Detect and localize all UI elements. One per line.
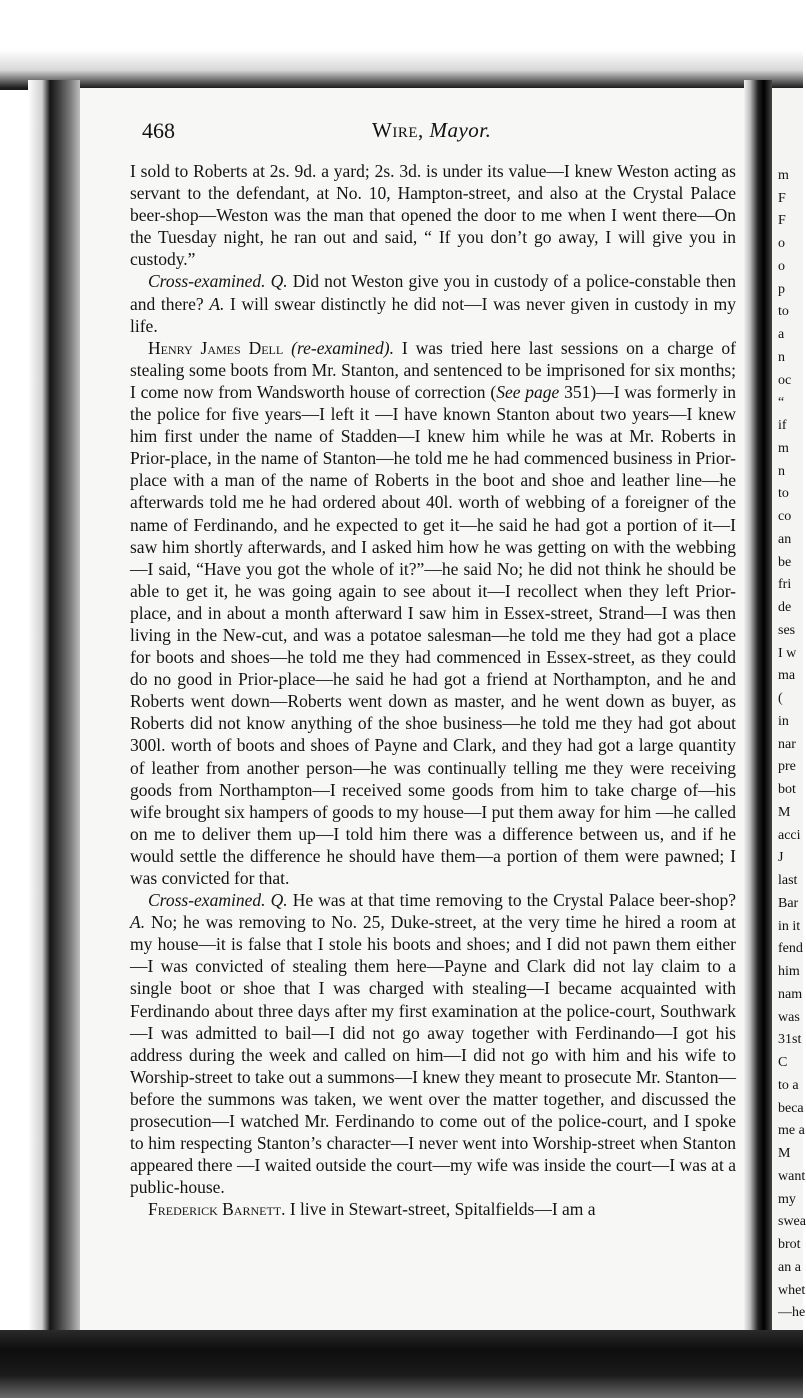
facing-page-text: swea xyxy=(778,1214,806,1230)
facing-page-text: ses xyxy=(778,622,796,638)
scan-bottom-border xyxy=(0,1330,803,1398)
facing-page-fragment xyxy=(772,88,806,1332)
facing-page-text: acci xyxy=(778,827,801,843)
facing-page-text: my xyxy=(778,1191,796,1207)
facing-page-text: fend xyxy=(778,941,803,957)
facing-page-text: M xyxy=(778,1146,791,1162)
facing-page-text: 31st xyxy=(778,1032,802,1048)
facing-page-text: bot xyxy=(778,782,796,798)
facing-page-text: nar xyxy=(778,736,796,752)
facing-page-text: F xyxy=(778,213,786,229)
book-gutter xyxy=(744,80,772,1342)
facing-page-text: p xyxy=(778,281,785,297)
facing-page-text: was xyxy=(778,1009,800,1025)
paragraph-3: Henry James Dell (re-examined). I was tried here last sessions on a charge of stealing some boots from Mr. Stanton, and sentenced to be imprisoned for six months; I come now from Wandsworth house of correction (See page 351)—I was formerly in the police for five years—I left it —I have known Stanton about two years—I knew him first under the name of Stadden—I knew him while he was at Mr. Roberts in Prior-place, in the name of Stanton—he told me he had commenced business in Prior-place with a man of the name of Roberts in the boot and shoe and leather line—he afterwards told me he had ordered about 40l. worth of webbing of a foreigner of the name of Ferdinando, and he expected to get it—he said he had got a portion of it—I saw him shortly afterwards, and I asked him how he was getting on with the webbing—I said, “Have you got the whole of it?”—he said No; he did not think he should be able to get it, he was going again to see about it—I recollect when they left Prior-place, and in about a month afterward I saw him in Essex-street, Strand—I was then living in the New-cut, and was a potatoe salesman—he told me they had got a place for boots and shoes—he told me they had commenced in Essex-street, as they could do no good in Prior-place—he said he had got a friend at Northampton, and he and Roberts went down—Roberts went down as master, and he went down as buyer, as Roberts did not know anything of the shoe business—he told me they had got about 300l. worth of boots and shoes of Payne and Clark, and they had got a large quantity of leather from another person—he was continually telling me they were receiving goods from Northampton—I received some goods from him to take charge of—his wife brought six hampers of goods to my house—I put them away for him —he called on me to deliver them up—I told him there was a difference between us, and if he would settle the difference he should have them—a portion of them were pawned; I was convicted for that. xyxy=(130,337,737,888)
facing-page-text: m xyxy=(778,168,789,183)
facing-page-text: co xyxy=(778,509,792,525)
facing-page-text: nam xyxy=(778,986,803,1002)
facing-page-text: to xyxy=(778,304,789,320)
facing-page-text: to xyxy=(778,486,789,502)
question-marker: Q. xyxy=(270,890,288,911)
facing-page-text: brot xyxy=(778,1237,801,1253)
facing-page-text: last xyxy=(778,873,798,889)
facing-page-text: F xyxy=(778,190,786,206)
facing-page-text: whet xyxy=(778,1282,806,1298)
facing-page-text: be xyxy=(778,554,792,570)
facing-page-text: m xyxy=(778,440,789,456)
facing-page-text: I w xyxy=(778,645,797,661)
facing-page-text: if xyxy=(778,418,787,434)
witness-name: Henry James Dell xyxy=(148,337,284,358)
facing-page-text: o xyxy=(778,258,785,274)
page-body xyxy=(130,160,736,1221)
re-examined-label: (re-examined). xyxy=(291,337,394,358)
facing-page-text: —he xyxy=(778,1305,806,1321)
facing-page-text: n xyxy=(778,349,785,365)
running-head xyxy=(372,118,491,143)
page-number: 468 xyxy=(142,118,175,143)
facing-page-text: ma xyxy=(778,668,796,684)
running-head-title: Mayor. xyxy=(429,118,492,142)
see-page-ref: See page xyxy=(496,381,560,402)
facing-page-text: want xyxy=(778,1168,806,1184)
facing-page-text: to a xyxy=(778,1077,799,1093)
answer-marker: A. xyxy=(130,912,146,933)
facing-page-text: an xyxy=(778,531,792,547)
page-header xyxy=(142,118,732,148)
facing-page-text: n xyxy=(778,463,785,479)
question-marker: Q. xyxy=(270,271,288,292)
cross-examined-label: Cross-examined. xyxy=(148,271,266,292)
facing-page-text: me a xyxy=(778,1123,805,1139)
facing-page-text: de xyxy=(778,600,792,616)
facing-page-text: fri xyxy=(778,577,792,593)
facing-page-text: “ xyxy=(778,395,785,411)
facing-page-text: M xyxy=(778,804,791,820)
facing-page-text: a xyxy=(778,327,785,343)
paragraph-4: Cross-examined. Q. He was at that time removing to the Crystal Palace beer-shop? A. No; he was removing to No. 25, Duke-street, at the very time he hired a room at my house—it is false that I stole his boots and shoes; and I did not pawn them either—I was convicted of stealing them here—Payne and Clark did not lay claim to a single boot or shoe that I was charged with stealing—I became acquainted with Ferdinando about three days after my first examination at the police-court, Southwark—I was admitted to bail—I did not go away together with Ferdinando—I got his address during the week and called on him—I did not go with him and his wife to Worship-street to take out a summons—I knew they meant to prosecute Mr. Stanton—before the summons was taken, we went over the matter together, and discussed the prosecution—I watched Mr. Ferdinando to come out of the police-court, and I spoke to him respecting Stanton’s character—I never went into Worship-street when Stanton appeared there —I waited outside the court—my wife was inside the court—I was at a public-house. xyxy=(130,890,737,1198)
facing-page-text: J xyxy=(778,850,784,866)
facing-page-text: Bar xyxy=(778,895,799,911)
facing-page-text: in it xyxy=(778,918,801,934)
facing-page-text: beca xyxy=(778,1100,804,1116)
book-spine-edge xyxy=(28,80,80,1342)
facing-page-text: oc xyxy=(778,372,792,388)
facing-page-text: o xyxy=(778,236,785,252)
facing-page-text: him xyxy=(778,964,800,980)
answer-marker: A. xyxy=(209,293,225,314)
facing-page-text: pre xyxy=(778,759,796,775)
scan-top-border xyxy=(0,0,803,90)
running-head-name: Wire, xyxy=(372,118,424,142)
paragraph-2: Cross-examined. Q. Did not Weston give you in custody of a police-constable then and there? A. I will swear distinctly he did not—I was never given in custody in my life. xyxy=(130,271,737,336)
facing-page-text: C xyxy=(778,1055,788,1071)
facing-page-text: an a xyxy=(778,1259,801,1275)
facing-page-text: ( xyxy=(778,691,783,707)
cross-examined-label: Cross-examined. xyxy=(148,890,266,911)
facing-page-text: in xyxy=(778,713,789,729)
witness-name: Frederick Barnett. xyxy=(148,1199,286,1220)
paragraph-1: I sold to Roberts at 2s. 9d. a yard; 2s. 3d. is under its value—I knew Weston acting as servant to the defendant, at No. 10, Hampton-street, and also at the Crystal Palace beer-shop—Weston was the man that opened the door to me when I went there—On the Tuesday night, he ran out and said, “ If you don’t go away, I will give you in custody.” xyxy=(130,161,736,270)
paragraph-5: Frederick Barnett. I live in Stewart-street, Spitalfields—I am a xyxy=(148,1199,596,1220)
